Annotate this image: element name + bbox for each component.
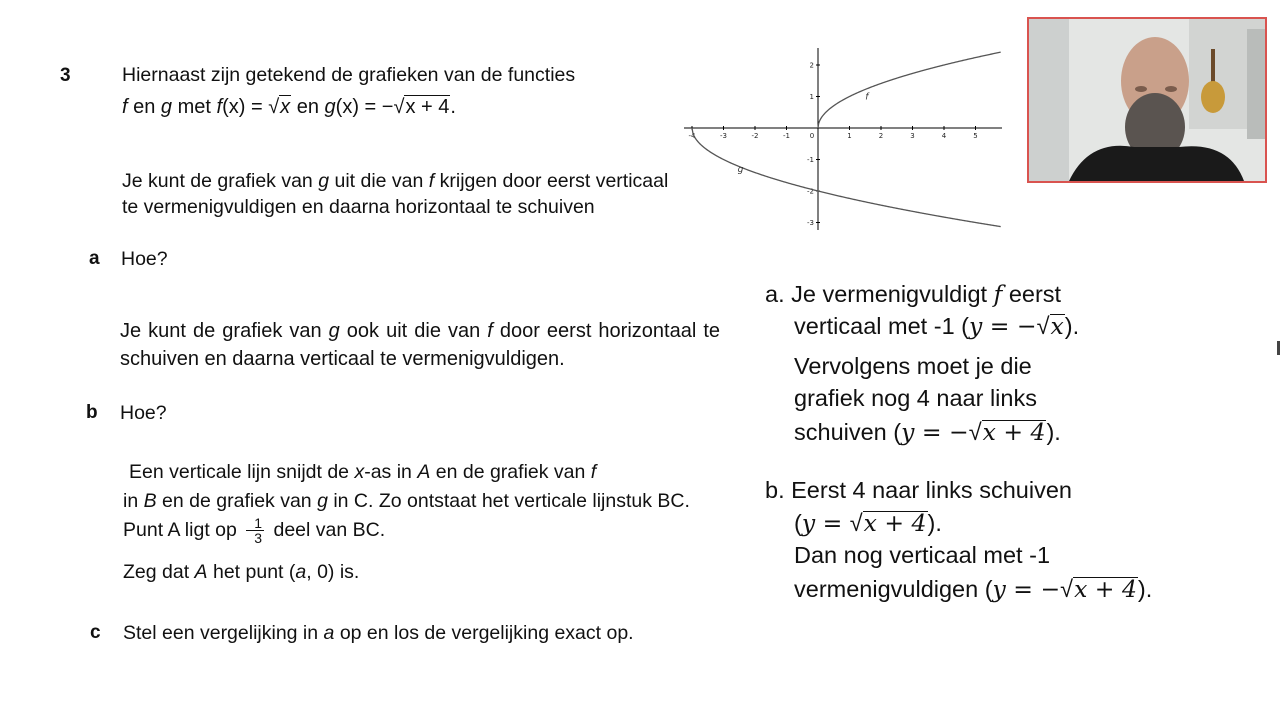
- paragraph-2: [120, 317, 720, 373]
- a-line1-pre: a. Je vermenigvuldigt: [765, 281, 994, 307]
- f-def-eq: =: [245, 96, 269, 118]
- answer-b: [765, 475, 1215, 604]
- para3-p3: en de grafiek van: [430, 461, 591, 483]
- sqrt-sign-icon: √: [393, 96, 405, 118]
- x-tick-label: -3: [720, 132, 727, 140]
- para3-p1: Een verticale lijn snijdt de: [129, 461, 355, 483]
- part-c-label: c: [90, 622, 101, 643]
- answer-b-line4: [765, 574, 1215, 604]
- part-a-label: a: [89, 248, 100, 269]
- graph-ticks: [689, 62, 978, 228]
- curve-label-f: f: [865, 92, 869, 103]
- intro-f: f: [122, 96, 128, 118]
- webcam-overlay: [1027, 17, 1267, 183]
- a-line5-pre: schuiven (: [794, 419, 902, 445]
- para3-A: A: [417, 461, 431, 483]
- b-line4-radicand: x + 4: [1074, 575, 1137, 603]
- f-def-var: (x): [222, 96, 246, 118]
- para3-f: f: [590, 461, 597, 483]
- a-line2-post: ).: [1064, 313, 1080, 339]
- answer-a-line2: [765, 311, 1205, 341]
- para3-x: x: [354, 461, 365, 483]
- part-b-question: Hoe?: [120, 402, 167, 424]
- part-a-question: Hoe?: [121, 248, 168, 270]
- paragraph-1: [122, 168, 670, 220]
- para1-f: f: [428, 170, 435, 192]
- para1-post: krijgen door eerst verticaal te vermenigvuldigen en daarna horizontaal te schuiven: [122, 170, 669, 218]
- a-line5-math: y = −: [901, 418, 969, 446]
- para4-A: A: [194, 561, 208, 583]
- intro-line1: Hiernaast zijn getekend de grafieken van de functies: [122, 64, 576, 86]
- sqrt-sign-icon: √: [968, 419, 982, 445]
- para2-mid: ook uit die van: [339, 320, 488, 342]
- g-def-var: (x): [335, 96, 359, 118]
- answer-b-line2: [765, 508, 1215, 538]
- x-tick-label: -1: [783, 132, 790, 140]
- part-c-question: [123, 620, 713, 646]
- y-tick-label: -2: [807, 187, 814, 196]
- sqrt-sign-icon: √: [1036, 313, 1050, 339]
- sqrt-sign-icon: √: [1060, 576, 1074, 602]
- y-tick-label: -1: [807, 156, 814, 164]
- answer-b-line1: b. Eerst 4 naar links schuiven: [765, 477, 1072, 503]
- para3-p7: deel van BC.: [268, 519, 386, 541]
- c-a: a: [323, 622, 335, 644]
- para3-B: B: [143, 490, 157, 512]
- b-line4-math: y = −: [992, 575, 1061, 603]
- part-b-label: b: [86, 402, 98, 423]
- x-tick-label: 2: [878, 132, 884, 140]
- graph-axes: [684, 48, 1002, 230]
- sqrt-sign-icon: √: [849, 510, 863, 536]
- x-tick-label: 5: [973, 132, 978, 140]
- g-def-eq: = −: [358, 96, 394, 118]
- f-def-radicand: x: [280, 96, 291, 118]
- b-line2-pre: (: [794, 510, 802, 536]
- b-line2-radicand: x + 4: [863, 509, 927, 537]
- x-tick-label: 0: [809, 132, 815, 140]
- para3-p2: -as in: [364, 461, 418, 483]
- g-def-name: g: [324, 96, 336, 118]
- answer-a-line4: grafiek nog 4 naar links: [794, 385, 1037, 411]
- paragraph-4: [123, 559, 359, 585]
- b-line4-post: ).: [1137, 576, 1153, 602]
- a-line5-post: ).: [1046, 419, 1061, 445]
- answer-a: [765, 279, 1205, 447]
- answer-a-line5: [765, 417, 1205, 447]
- para3-p6: in C. Zo ontstaat het verticale lijnstuk BC. Punt A ligt op: [123, 490, 690, 541]
- y-tick-label: 2: [809, 61, 814, 70]
- para3-p4: in: [123, 490, 144, 512]
- sqrt-sign-icon: √: [268, 96, 280, 118]
- b-line4-pre: vermenigvuldigen (: [794, 576, 993, 602]
- para2-g: g: [328, 320, 340, 342]
- intro-en: en: [127, 96, 161, 118]
- exercise-number: 3: [60, 65, 71, 86]
- para4-post: , 0) is.: [306, 561, 360, 583]
- x-tick-label: 1: [847, 132, 852, 140]
- para1-mid: uit die van: [329, 170, 429, 192]
- x-tick-label: 3: [910, 132, 915, 140]
- c-pre: Stel een vergelijking in: [123, 622, 324, 644]
- a-line2-pre: verticaal met -1 (: [794, 313, 969, 339]
- en-2: en: [291, 96, 325, 118]
- a-line1-f: f: [993, 280, 1003, 308]
- para4-a: a: [295, 561, 307, 583]
- a-line5-radicand: x + 4: [982, 418, 1046, 446]
- para1-g: g: [318, 170, 330, 192]
- g-def-end: .: [450, 96, 456, 118]
- para2-pre: Je kunt de grafiek van: [120, 320, 329, 342]
- para4-pre: Zeg dat: [123, 561, 195, 583]
- intro-text: [122, 62, 682, 120]
- a-line2-radicand: x: [1050, 312, 1064, 340]
- x-tick-label: -2: [751, 132, 759, 140]
- b-line2-post: ).: [927, 510, 942, 536]
- a-line2-math: y = −: [969, 312, 1037, 340]
- presenter-video-icon: [1029, 19, 1265, 181]
- function-graph: [680, 44, 1010, 234]
- fraction-numerator: 1: [246, 516, 264, 531]
- para1-pre: Je kunt de grafiek van: [122, 170, 319, 192]
- intro-g: g: [160, 96, 173, 118]
- para3-p5: en de grafiek van: [156, 490, 318, 512]
- answer-a-line1: [765, 279, 1205, 309]
- para2-post: door eerst horizontaal te schuiven en daarna verticaal te vermenigvuldigen.: [120, 320, 720, 370]
- c-post: op en los de vergelijking exact op.: [334, 622, 634, 644]
- para4-mid: het punt (: [207, 561, 296, 583]
- intro-met: met: [172, 96, 217, 118]
- g-def-radicand: x + 4: [405, 96, 450, 118]
- fraction-denominator: 3: [254, 530, 263, 547]
- answer-a-line3: Vervolgens moet je die: [794, 353, 1032, 379]
- y-tick-label: 1: [809, 93, 814, 101]
- function-definitions: [122, 94, 682, 120]
- x-tick-label: -4: [688, 132, 696, 140]
- y-tick-label: -3: [807, 219, 814, 227]
- curve-f: [818, 52, 1001, 128]
- fraction-one-third: [246, 516, 264, 545]
- a-line1-post: eerst: [1002, 281, 1062, 307]
- f-def-name: f: [216, 96, 223, 118]
- x-tick-label: 4: [941, 132, 947, 140]
- curve-label-g: g: [737, 165, 744, 176]
- para2-f: f: [487, 320, 493, 342]
- curve-g: [692, 128, 1001, 227]
- answer-b-line3: Dan nog verticaal met -1: [794, 542, 1051, 568]
- para3-g: g: [317, 490, 328, 512]
- b-line2-math: y =: [801, 509, 850, 537]
- paragraph-3: [123, 458, 713, 545]
